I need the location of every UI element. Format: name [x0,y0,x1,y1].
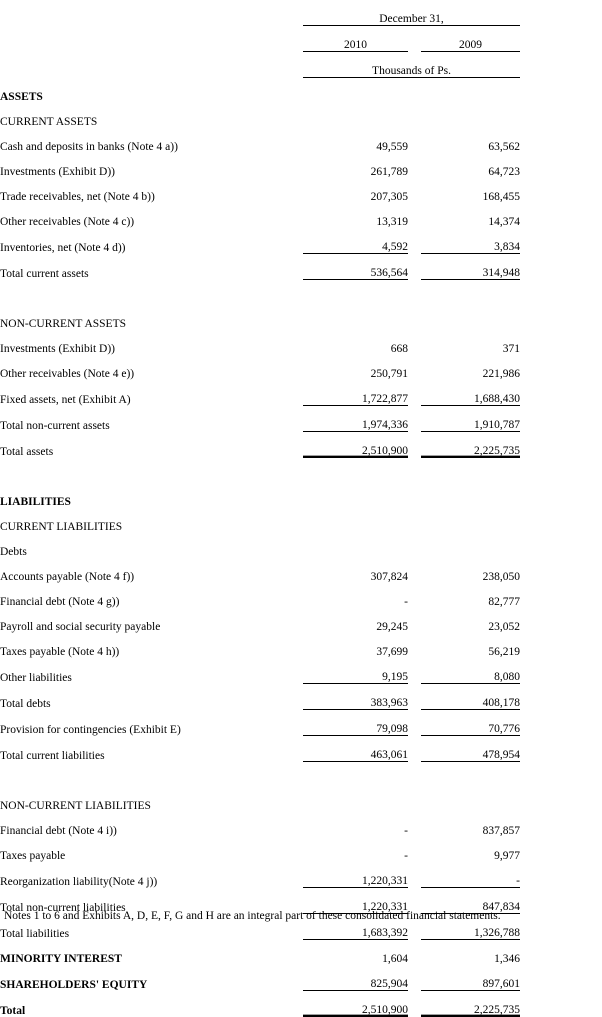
total-current-assets-row [0,254,602,280]
row-value-2009: 371 [502,343,520,355]
row-tail [520,330,602,355]
assets-heading-num2 [421,78,520,104]
row-tail [520,128,602,153]
table-row [0,837,602,862]
row-tail [520,355,602,380]
row-tail [520,658,602,684]
row-gap [408,633,421,658]
ca-heading-tail [520,103,602,128]
ca-heading-num1 [303,103,408,128]
debts-subheading-row [0,533,602,558]
row-value-2009: 14,374 [488,216,520,228]
row-gap [408,965,421,991]
row-value-2010: 261,789 [370,166,408,178]
row-value-2009: 2,225,735 [421,991,520,1017]
row-label: Other receivables (Note 4 e)) [0,368,135,380]
row-gap [408,254,421,280]
liabilities-heading-row [0,483,602,508]
row-value-2009: 168,455 [482,191,520,203]
row-tail [520,710,602,736]
row-gap [408,330,421,355]
row-tail [520,406,602,432]
row-gap [408,812,421,837]
total-current-liabilities-row [0,736,602,762]
current-assets-heading-row [0,103,602,128]
row-value-2009: 70,776 [421,710,520,736]
table-row [0,558,602,583]
row-label: Total current assets [0,267,89,280]
row-value-2010: 536,564 [303,254,408,280]
row-gap [408,684,421,710]
row-value-2010: 1,683,392 [303,914,408,940]
row-value-2009: 897,601 [421,965,520,991]
spacer-cell [0,762,303,788]
row-value-2010: 668 [390,343,408,355]
row-gap [408,837,421,862]
ca-heading-num2 [421,103,520,128]
row-value-2010: 29,245 [376,621,408,633]
table-row [0,228,602,254]
spacer-cell [520,762,602,788]
row-gap [408,583,421,608]
header-year-gap [408,26,421,52]
spacer-row [0,458,602,484]
row-value-2010: 2,510,900 [303,432,408,458]
header-blank-cell [0,0,303,26]
current-liabilities-heading: CURRENT LIABILITIES [0,521,123,533]
row-tail [520,608,602,633]
row-value-2010: 1,220,331 [303,862,408,888]
row-tail [520,914,602,940]
row-value-2009: 1,910,787 [421,406,520,432]
liab-heading-gap [408,483,421,508]
row-value-2009: 1,346 [494,953,520,965]
row-tail [520,684,602,710]
header-years-row [0,26,602,52]
ncl-heading-tail [520,787,602,812]
row-value-2009: 221,986 [482,368,520,380]
total-assets-row [0,432,602,458]
ncl-heading-num1 [303,787,408,812]
row-label: Total debts [0,697,51,710]
cl-heading-num2 [421,508,520,533]
row-gap [408,355,421,380]
row-value-2009: 63,562 [488,141,520,153]
spacer-cell [421,458,520,484]
table-row [0,862,602,888]
non-current-assets-heading: NON-CURRENT ASSETS [0,318,126,330]
header-blank-cell-2 [0,26,303,52]
table-row [0,658,602,684]
row-tail [520,888,602,914]
table-row [0,178,602,203]
row-label: SHAREHOLDERS' EQUITY [0,978,148,991]
current-liabilities-heading-row [0,508,602,533]
row-value-2010: 13,319 [376,216,408,228]
nca-heading-num2 [421,305,520,330]
total-non-current-assets-row [0,406,602,432]
row-tail [520,558,602,583]
header-period-label: December 31, [303,0,520,26]
row-value-2010: 4,592 [303,228,408,254]
row-label: Payroll and social security payable [0,621,161,633]
row-gap [408,608,421,633]
liab-heading-tail [520,483,602,508]
non-current-assets-heading-row [0,305,602,330]
row-value-2009: 2,225,735 [421,432,520,458]
ncl-heading-num2 [421,787,520,812]
row-value-2010: 383,963 [303,684,408,710]
row-label: Accounts payable (Note 4 f)) [0,571,135,583]
row-label: Total assets [0,445,54,458]
minority-interest-row [0,940,602,966]
row-label: Total non-current liabilities [0,901,126,914]
row-value-2009: 314,948 [421,254,520,280]
grand-total-row [0,991,602,1017]
spacer-cell [520,280,602,306]
row-label: Taxes payable [0,850,66,862]
table-row [0,633,602,658]
row-value-2010: 1,722,877 [303,380,408,406]
total-debts-row [0,684,602,710]
header-year-2009: 2009 [421,26,520,52]
row-gap [408,228,421,254]
row-value-2009: 1,326,788 [421,914,520,940]
spacer-cell [303,280,408,306]
row-label: Trade receivables, net (Note 4 b)) [0,191,155,203]
row-tail [520,228,602,254]
row-tail [520,583,602,608]
row-value-2010: 250,791 [370,368,408,380]
debts-heading-gap [408,533,421,558]
row-value-2009: 847,834 [421,888,520,914]
header-tail-cell-2 [520,26,602,52]
row-label: Investments (Exhibit D)) [0,343,115,355]
row-gap [408,658,421,684]
row-tail [520,380,602,406]
liab-heading-num1 [303,483,408,508]
header-tail-cell-3 [520,52,602,78]
spacer-cell [408,762,421,788]
row-gap [408,558,421,583]
row-label: Total non-current assets [0,419,110,432]
row-value-2010: 1,604 [382,953,408,965]
row-value-2010: - [404,850,408,862]
row-label: Total liabilities [0,927,70,940]
assets-heading-num1 [303,78,408,104]
spacer-cell [421,280,520,306]
debts-heading-num1 [303,533,408,558]
footnote-text: Notes 1 to 6 and Exhibits A, D, E, F, G and H are an integral part of these consolidated financial statements. [4,910,501,922]
row-gap [408,406,421,432]
spacer-cell [520,458,602,484]
header-units-label: Thousands of Ps. [303,52,520,78]
row-gap [408,128,421,153]
table-row [0,203,602,228]
row-label: Total current liabilities [0,749,105,762]
row-value-2009: 8,080 [421,658,520,684]
ca-heading-gap [408,103,421,128]
row-label: Other liabilities [0,671,72,684]
row-value-2010: 9,195 [303,658,408,684]
spacer-row [0,280,602,306]
debts-subheading: Debts [0,546,27,558]
row-value-2010: 1,974,336 [303,406,408,432]
row-value-2010: 2,510,900 [303,991,408,1017]
table-row [0,153,602,178]
table-row [0,330,602,355]
row-value-2009: 478,954 [421,736,520,762]
row-gap [408,432,421,458]
row-value-2010: 49,559 [376,141,408,153]
row-tail [520,178,602,203]
non-current-liabilities-heading-row [0,787,602,812]
row-label: Cash and deposits in banks (Note 4 a)) [0,141,178,153]
row-value-2010: 307,824 [370,571,408,583]
row-label: MINORITY INTEREST [0,953,122,965]
spacer-cell [421,762,520,788]
table-row [0,608,602,633]
spacer-cell [0,458,303,484]
row-gap [408,862,421,888]
debts-heading-tail [520,533,602,558]
row-value-2010: 37,699 [376,646,408,658]
row-label: Reorganization liability(Note 4 j)) [0,875,158,888]
ncl-heading-gap [408,787,421,812]
row-tail [520,432,602,458]
nca-heading-num1 [303,305,408,330]
row-label: Provision for contingencies (Exhibit E) [0,723,181,736]
row-label: Taxes payable (Note 4 h)) [0,646,120,658]
row-value-2010: - [404,825,408,837]
assets-heading-row [0,78,602,104]
row-gap [408,940,421,966]
row-gap [408,203,421,228]
row-value-2010: 1,220,331 [303,888,408,914]
liabilities-heading: LIABILITIES [0,496,71,508]
row-label: Financial debt (Note 4 g)) [0,596,120,608]
non-current-liabilities-heading: NON-CURRENT LIABILITIES [0,800,151,812]
row-value-2009: 23,052 [488,621,520,633]
row-value-2010: 825,904 [303,965,408,991]
row-value-2009: 56,219 [488,646,520,658]
row-tail [520,991,602,1017]
row-label: Other receivables (Note 4 c)) [0,216,135,228]
row-tail [520,203,602,228]
table-row [0,380,602,406]
header-year-2010: 2010 [303,26,408,52]
row-tail [520,633,602,658]
row-value-2009: 408,178 [421,684,520,710]
row-gap [408,153,421,178]
current-assets-heading: CURRENT ASSETS [0,116,98,128]
row-value-2009: - [421,862,520,888]
row-tail [520,812,602,837]
row-tail [520,837,602,862]
row-value-2009: 238,050 [482,571,520,583]
assets-heading-gap [408,78,421,104]
table-row [0,812,602,837]
row-tail [520,940,602,966]
row-label: Inventories, net (Note 4 d)) [0,241,126,254]
spacer-row [0,762,602,788]
row-tail [520,153,602,178]
row-tail [520,862,602,888]
spacer-cell [303,458,408,484]
row-gap [408,710,421,736]
row-label: Fixed assets, net (Exhibit A) [0,393,131,406]
row-tail [520,965,602,991]
row-label: Total [0,1004,26,1017]
table-row [0,583,602,608]
row-value-2010: - [404,596,408,608]
row-value-2009: 82,777 [488,596,520,608]
row-gap [408,991,421,1017]
row-value-2010: 463,061 [303,736,408,762]
table-row [0,128,602,153]
cl-heading-tail [520,508,602,533]
row-value-2010: 207,305 [370,191,408,203]
cl-heading-gap [408,508,421,533]
header-blank-cell-3 [0,52,303,78]
spacer-cell [408,280,421,306]
row-value-2009: 837,857 [482,825,520,837]
provision-contingencies-row [0,710,602,736]
spacer-cell [0,280,303,306]
row-value-2009: 1,688,430 [421,380,520,406]
row-value-2009: 9,977 [494,850,520,862]
header-period-row [0,0,602,26]
nca-heading-gap [408,305,421,330]
row-tail [520,254,602,280]
row-tail [520,736,602,762]
spacer-cell [303,762,408,788]
header-tail-cell [520,0,602,26]
row-label: Financial debt (Note 4 i)) [0,825,117,837]
row-value-2009: 64,723 [488,166,520,178]
row-value-2009: 3,834 [421,228,520,254]
header-units-row [0,52,602,78]
row-gap [408,736,421,762]
row-label: Investments (Exhibit D)) [0,166,115,178]
row-gap [408,380,421,406]
row-gap [408,178,421,203]
table-row [0,355,602,380]
assets-heading-tail [520,78,602,104]
liab-heading-num2 [421,483,520,508]
spacer-cell [408,458,421,484]
nca-heading-tail [520,305,602,330]
assets-heading: ASSETS [0,91,43,103]
shareholders-equity-row [0,965,602,991]
debts-heading-num2 [421,533,520,558]
cl-heading-num1 [303,508,408,533]
row-value-2010: 79,098 [303,710,408,736]
